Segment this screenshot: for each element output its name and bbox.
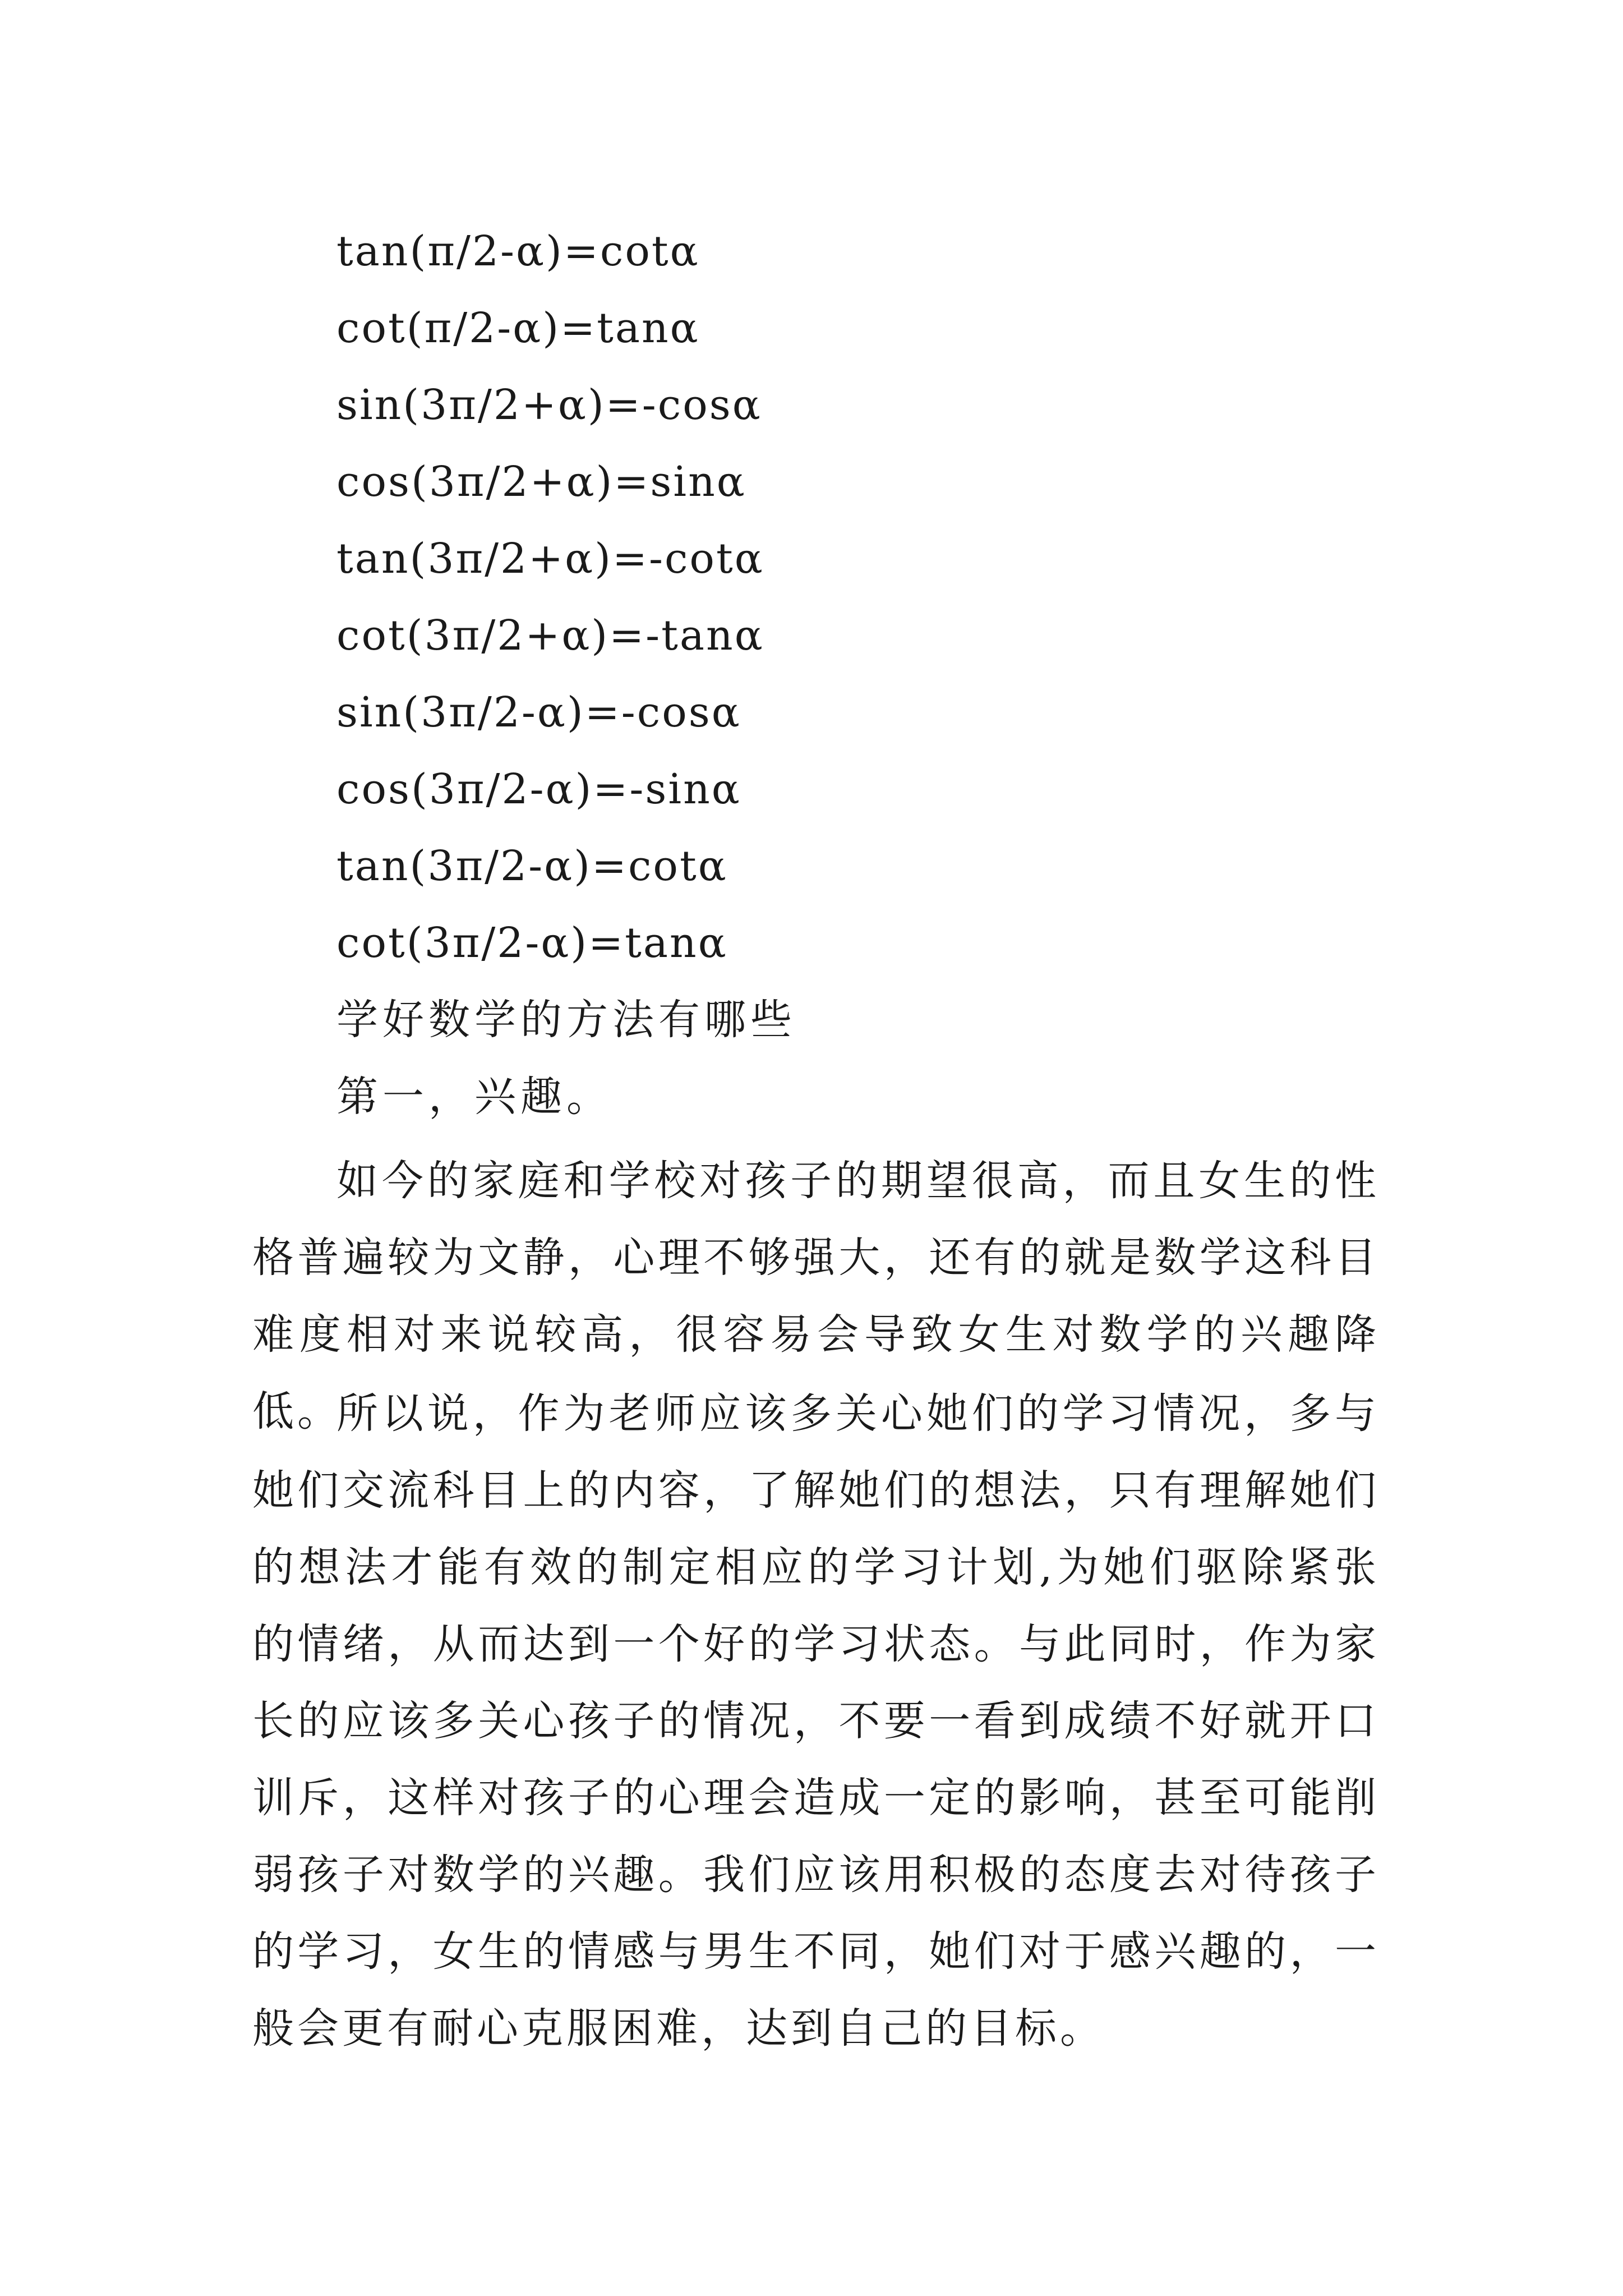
body-paragraph: 所以说，作为老师应该多关心她们的学习情况，多与她们交流科目上的内容，了解她们的想法，只有理解她们的想法才能有效的制定相应的学习计划,为她们驱除紧张的情绪，从而达到一个好的学习状态。与此同时，作为家长的应该多关心孩子的情况，不要一看到成绩不好就开口训斥，这样对孩子的心理会造成一定的影响，甚至可能削弱孩子对数学的兴趣。我们应该用积极的态度去对待孩子的学习，女生的情感与男生不同，她们对于感兴趣的，一般会更有耐心克服困难，达到自己的目标。 — [252, 1389, 1380, 2053]
formula-line: tan(π/2-α)=cotα — [336, 227, 700, 275]
subsection-title: 第一，兴趣。 — [336, 1073, 612, 1121]
formula-line: cot(π/2-α)=tanα — [336, 304, 700, 352]
formula-line: cot(3π/2-α)=tanα — [336, 919, 728, 967]
formula-line: tan(3π/2-α)=cotα — [336, 842, 728, 890]
section-title: 学好数学的方法有哪些 — [336, 996, 796, 1044]
formula-line: tan(3π/2+α)=-cotα — [336, 535, 764, 583]
formula-list — [336, 213, 1402, 982]
formula-line: cos(3π/2-α)=-sinα — [336, 765, 741, 813]
formula-line: cot(3π/2+α)=-tanα — [336, 611, 764, 660]
formula-line: sin(3π/2-α)=-cosα — [336, 688, 741, 737]
formula-line: sin(3π/2+α)=-cosα — [336, 381, 762, 429]
formula-line: cos(3π/2+α)=sinα — [336, 458, 746, 506]
body-paragraph: 如今的家庭和学校对孩子的期望很高，而且女生的性格普遍较为文静，心理不够强大，还有的就是数学这科目难度相对来说较高，很容易会导致女生对数学的兴趣降低。 — [252, 1157, 1380, 1435]
